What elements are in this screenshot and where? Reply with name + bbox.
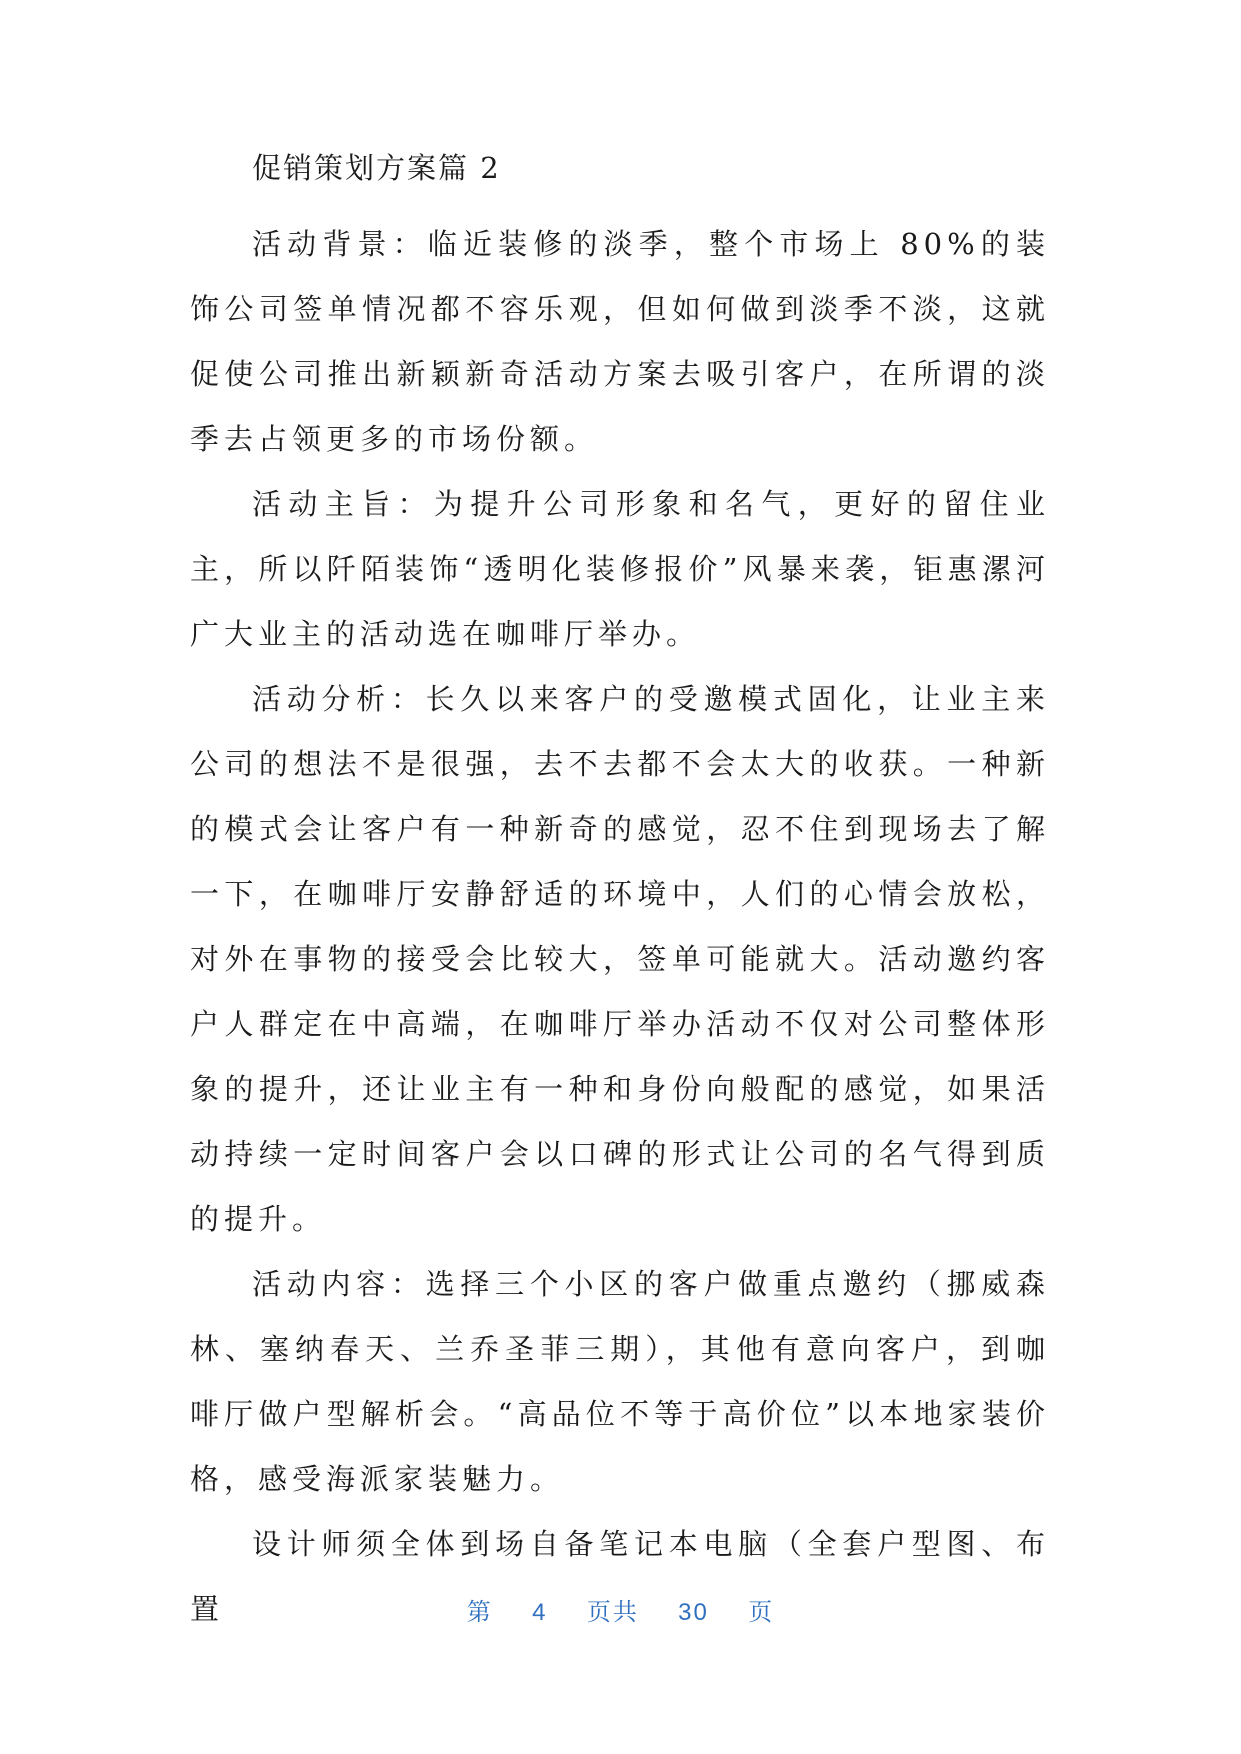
footer-total-pages: 30: [678, 1599, 709, 1626]
paragraph-analysis: 活动分析：长久以来客户的受邀模式固化，让业主来公司的想法不是很强，去不去都不会太大的收获。一种新的模式会让客户有一种新奇的感觉，忍不住到现场去了解一下，在咖啡厅安静舒适的环境中，人们的心情会放松，对外在事物的接受会比较大，签单可能就大。活动邀约客户人群定在中高端，在咖啡厅举办活动不仅对公司整体形象的提升，还让业主有一种和身份向般配的感觉，如果活动持续一定时间客户会以口碑的形式让公司的名气得到质的提升。: [190, 682, 1050, 1236]
paragraph-designer: 设计师须全体到场自备笔记本电脑（全套户型图、布置: [190, 1527, 1050, 1626]
footer-current-page: 4: [532, 1599, 548, 1626]
footer-suffix: 页: [748, 1599, 775, 1626]
paragraph-content: 活动内容：选择三个小区的客户做重点邀约（挪威森林、塞纳春天、兰乔圣菲三期），其他有意向客户，到咖啡厅做户型解析会。“高品位不等于高价位”以本地家装价格，感受海派家装魅力。: [190, 1267, 1050, 1496]
section-heading: 促销策划方案篇 2: [252, 151, 501, 185]
document-body: [190, 150, 1050, 1642]
paragraph-background: 活动背景：临近装修的淡季，整个市场上 80%的装饰公司签单情况都不容乐观，但如何做到淡季不淡，这就促使公司推出新颖新奇活动方案去吸引客户，在所谓的淡季去占领更多的市场份额。: [190, 227, 1050, 456]
paragraph-purpose: 活动主旨：为提升公司形象和名气，更好的留住业主，所以阡陌装饰“透明化装修报价”风暴来袭，钜惠漯河广大业主的活动选在咖啡厅举办。: [190, 487, 1050, 651]
footer-middle: 页共: [586, 1599, 639, 1626]
footer-prefix: 第: [466, 1599, 493, 1626]
page-footer: [0, 1592, 1241, 1627]
